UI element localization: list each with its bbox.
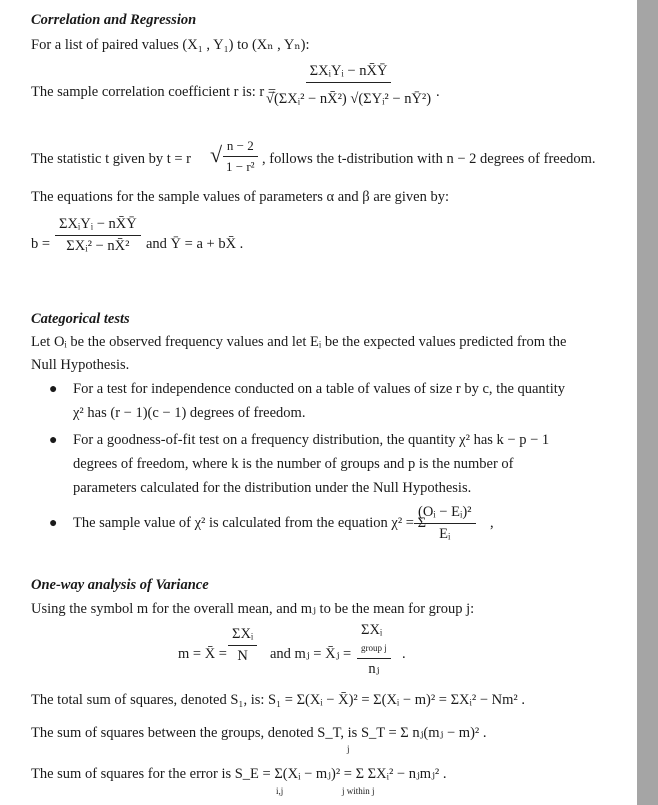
bullet-icon: ● <box>49 516 58 531</box>
chi-square-denominator: Eᵢ <box>439 526 451 542</box>
overall-mean-numerator: ΣXᵢ <box>228 626 257 646</box>
period: . <box>402 646 406 662</box>
total-sum-of-squares: The total sum of squares, denoted S₁, is: S₁ = Σ(Xᵢ − X̄)² = Σ(Xᵢ − m)² = ΣXᵢ² − Nm² . <box>31 692 526 708</box>
bullet2-line1: For a goodness-of-fit test on a frequency distribution, the quantity χ² has k − p − 1 <box>73 432 550 448</box>
sqrt-symbol: √ <box>210 142 223 167</box>
parameters-intro: The equations for the sample values of parameters α and β are given by: <box>31 189 450 205</box>
bullet-icon: ● <box>49 382 58 397</box>
group-mean-numerator <box>357 622 391 659</box>
correlation-label: The sample correlation coefficient r is: r = <box>31 84 277 100</box>
bullet1-line2: χ² has (r − 1)(c − 1) degrees of freedom. <box>73 405 306 421</box>
paired-values-intro: For a list of paired values (X₁ , Y₁) to (Xₙ , Yₙ): <box>31 37 310 53</box>
t-statistic-label: The statistic t given by t = r <box>31 151 191 167</box>
categorical-intro-line1: Let Oᵢ be the observed frequency values and let Eᵢ be the expected values predicted from the <box>31 334 567 350</box>
between-groups-sum-of-squares: The sum of squares between the groups, denoted S_T, is S_T = Σ nⱼ(mⱼ − m)² . <box>31 725 487 741</box>
categorical-intro-line2: Null Hypothesis. <box>31 357 130 373</box>
b-numerator: ΣXᵢYᵢ − nX̄Ȳ <box>55 216 141 236</box>
correlation-numerator: ΣXᵢYᵢ − nX̄Ȳ <box>306 63 392 83</box>
overall-mean-fraction <box>228 626 257 665</box>
bullet2-line3: parameters calculated for the distribution under the Null Hypothesis. <box>73 480 472 496</box>
regression-line-equation: and Ȳ = a + bX̄ . <box>146 236 244 252</box>
chi-square-numerator: (Oᵢ − Eᵢ)² <box>414 504 476 524</box>
overall-mean-denominator: N <box>237 648 248 664</box>
t-distribution-text: , follows the t-distribution with n − 2 degrees of freedom. <box>262 151 596 167</box>
b-denominator: ΣXᵢ² − nX̄² <box>66 238 130 254</box>
correlation-formula <box>262 63 435 108</box>
overall-mean-label: m = X̄ = <box>178 646 227 662</box>
bullet3-text: The sample value of χ² is calculated from the equation χ² = Σ <box>73 515 427 531</box>
scrollbar[interactable] <box>637 0 658 805</box>
b-formula <box>55 216 141 255</box>
period: . <box>436 84 440 100</box>
anova-intro: Using the symbol m for the overall mean, and mⱼ to be the mean for group j: <box>31 601 475 617</box>
t-fraction-numerator: n − 2 <box>223 138 258 157</box>
bullet-icon: ● <box>49 433 58 448</box>
bullet1-line1: For a test for independence conducted on a table of values of size r by c, the quantity <box>73 381 566 397</box>
group-mean-fraction <box>357 622 391 678</box>
group-mean-denominator: nⱼ <box>368 661 380 677</box>
correlation-denominator: √(ΣXᵢ² − nX̄²) √(ΣYᵢ² − nȲ²) <box>266 91 432 107</box>
group-mean-label: and mⱼ = X̄ⱼ = <box>270 646 352 662</box>
group-mean-numerator-text: ΣXᵢ <box>361 622 383 638</box>
section-heading-correlation: Correlation and Regression <box>31 12 197 28</box>
sum-index-ij: i,j <box>276 786 284 796</box>
sum-index-within-j: j within j <box>342 786 375 796</box>
chi-square-fraction <box>414 504 476 543</box>
error-sum-of-squares: The sum of squares for the error is S_E = Σ(Xᵢ − mⱼ)² = Σ ΣXᵢ² − nⱼmⱼ² . <box>31 766 447 782</box>
b-label: b = <box>31 236 51 252</box>
comma: , <box>490 515 494 531</box>
bullet2-line2: degrees of freedom, where k is the number of groups and p is the number of <box>73 456 514 472</box>
section-heading-categorical: Categorical tests <box>31 311 130 327</box>
t-fraction-denominator: 1 − r² <box>226 159 255 174</box>
section-heading-anova: One-way analysis of Variance <box>31 577 209 593</box>
t-statistic-fraction <box>222 138 259 175</box>
group-j-subscript: group j <box>361 643 387 653</box>
sum-index-j: j <box>347 744 350 754</box>
